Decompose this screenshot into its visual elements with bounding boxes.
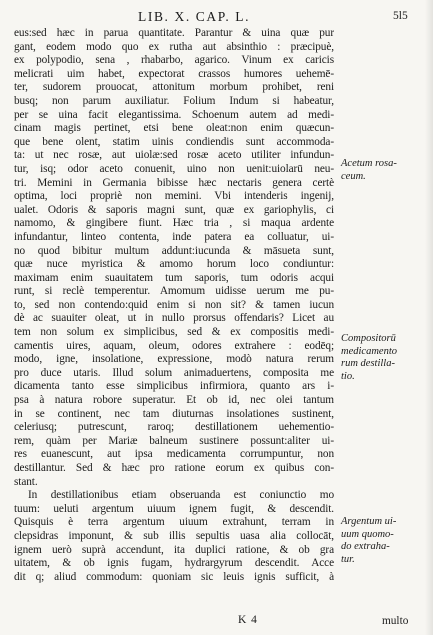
text-line: to, sed non contendo:quid enim si non sit? & tamen iucun — [14, 298, 334, 311]
text-line: destillantur. Sed & hæc pro ratione eorum ex quibus con- — [14, 462, 334, 474]
marginal-note-acetum — [341, 158, 431, 183]
text-line: In destillationibus etiam obseruanda est coniunctio mo — [28, 489, 334, 502]
running-title: LIB. X. CAP. L. — [138, 9, 251, 24]
text-line: ignem uerò suprà accendunt, ita duplici ratione, & ob gra — [14, 543, 334, 556]
text-line: in se continent, nec tam diuturnas insolationes sustinent, — [14, 407, 334, 420]
text-line: celeriusq; putrescunt, raroq; destillationem uehementio- — [14, 421, 334, 434]
text-line: gant, eodem modo quo ex rutha aut absinthio : præcipuè, — [14, 40, 334, 53]
text-line: pro duce utaris. Illud solum animaduertens, composita me — [14, 366, 334, 379]
text-line: busq; non parum auxiliatur. Folium Indum si habeatur, — [14, 94, 334, 107]
text-line: clepsidras imponunt, & sub illis sepultis uasa alia collocāt, — [14, 529, 334, 542]
marginal-note-line: tio. — [341, 370, 355, 382]
marginal-note-line: uum quomo- — [341, 528, 394, 540]
text-line: dicamenta tanto esse simplicibus infirmiora, quanto ars i- — [14, 380, 334, 393]
marginal-note-line: ceum. — [341, 170, 366, 182]
text-line: ta: ut nec rosæ, aut uiolæ:sed rosæ aceto utiliter infundun- — [14, 149, 334, 162]
folio-number: 5l5 — [393, 10, 408, 22]
text-line: tem non solum ex simplicibus, sed & ex compositis medi- — [14, 326, 334, 339]
marginal-note-line: Compositorū — [341, 333, 396, 344]
text-line: tuum: ueluti argentum uiuum ignem fugit, & descendit. — [14, 502, 334, 515]
text-line: melicrati uim habet, expectorat crassos humores uehemē- — [14, 67, 334, 80]
page-footer — [0, 602, 433, 632]
text-line: infundantur, linteo contenta, inde patera ea colluatur, ui- — [14, 230, 334, 243]
text-line: modo, igne, insolatione, expressione, modò natura rerum — [14, 353, 334, 366]
marginal-note-line: do extraha- — [341, 541, 390, 552]
marginal-note-line: tur. — [341, 553, 355, 565]
text-line: psa à natura robore superatur. Et ob id, nec olei tantum — [14, 394, 334, 407]
text-line: camentis uires, aquam, oleum, odores extrahere : eodēq; — [14, 339, 334, 352]
text-line: optima, loci propriè non memini. Vbi intenderis ingenij, — [14, 190, 334, 203]
text-line: ter, sudorem prouocat, attonitum morbum prohibet, reni — [14, 81, 334, 94]
text-line: dè ac suauiter oleat, ut in nullo prorsus offendaris? Licet au — [14, 312, 334, 325]
signature-mark: K 4 — [238, 614, 258, 626]
text-line: tur, isq; odor aceto conuenit, uino non uenit:uiolarū neu- — [14, 162, 334, 175]
marginal-note-line: medicamento — [341, 345, 397, 357]
text-line: Quisquis è terra argentum uiuum extrahunt, terram in — [14, 516, 334, 529]
catchword: multo — [382, 615, 409, 627]
page-header — [0, 9, 433, 25]
text-line: eus:sed hæc in parua quantitate. Parantur & uina quæ pur — [14, 27, 334, 39]
text-line: runt, si reclè temperentur. Amomum uidisse uerum me pu- — [14, 285, 334, 298]
text-line: cinam magis pertinet, etsi bene oleat:non enim quæcun- — [14, 122, 334, 135]
body-text — [14, 27, 334, 584]
text-line: stant. — [14, 475, 38, 488]
marginal-note-argentum — [341, 516, 431, 566]
text-line: uitatem, & ob ignis fugam, hydrargyrum descendit. Acce — [14, 557, 334, 570]
text-line: no quod bibitur multum addunt:iucunda & māsueta sunt, — [14, 244, 334, 257]
text-line: tri. Memini in Germania bibisse hæc nectaris genera certè — [14, 176, 334, 189]
text-line: namomo, & gingibere fiunt. Hæc tria , si maqua ardente — [14, 217, 334, 230]
text-line: ex polypodio, sena , rhabarbo, agarico. Vinum ex caricis — [14, 54, 334, 67]
text-line: quæ nuce myristica & amomo horum loco condiuntur: — [14, 258, 334, 271]
marginal-note-compositorum — [341, 333, 431, 383]
text-line: rem, quàm per Mariæ balneum sustinere possunt:aliter ui- — [14, 434, 334, 447]
marginal-note-line: Argentum ui- — [341, 516, 397, 527]
marginal-note-line: rum destilla- — [341, 358, 395, 369]
text-line: dit q; aliud commodum: quoniam sic leuis ignis sufficit, à — [14, 570, 334, 583]
text-line: que bene olent, statim uinis condiendis sunt accommoda- — [14, 135, 334, 148]
text-line: ualet. Odoris & saporis magni sunt, quæ ex gariophylis, ci — [14, 203, 334, 216]
page-edge-shadow — [425, 0, 433, 635]
text-line: res euanescunt, aut ipsa medicamenta corrumpuntur, non — [14, 448, 334, 461]
marginal-note-line: Acetum rosa- — [341, 158, 397, 169]
text-line: maximam enim suauitatem tum saporis, tum odoris acqui — [14, 271, 334, 284]
text-line: per se uina facit elegantissima. Schoenum autem ad medi- — [14, 108, 334, 121]
